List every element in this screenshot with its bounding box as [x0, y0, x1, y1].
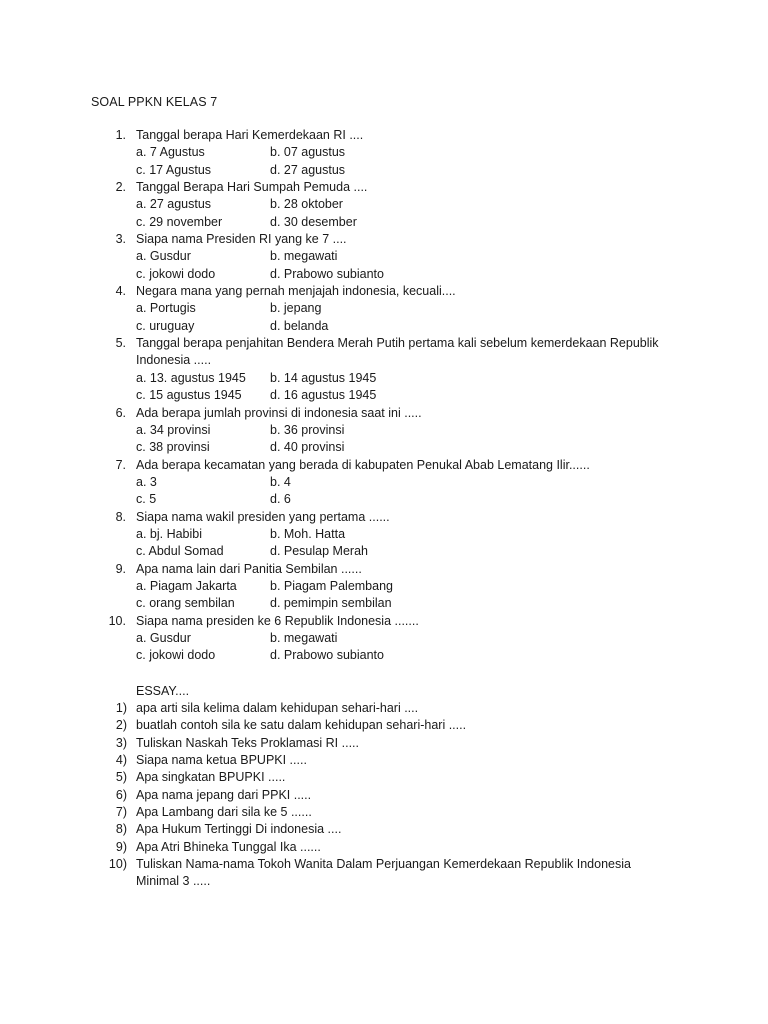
option-row: [0, 300, 768, 317]
question-row: [0, 179, 768, 196]
essay-row: [0, 700, 768, 717]
essay-list: [0, 700, 768, 891]
option-row: [0, 144, 768, 161]
essay-row: [0, 856, 768, 873]
option-d: d. 6: [270, 492, 291, 507]
essay-text: Tuliskan Nama-nama Tokoh Wanita Dalam Perjuangan Kemerdekaan Republik Indonesia: [136, 857, 631, 872]
option-c: c. 38 provinsi: [136, 440, 210, 455]
question-text-continued: Indonesia .....: [136, 353, 212, 368]
option-a: a. bj. Habibi: [136, 526, 203, 541]
option-row: [0, 266, 768, 283]
essay-number: 2): [115, 718, 127, 733]
essay-text: Apa nama jepang dari PPKI .....: [136, 787, 312, 802]
essay-text: Apa Lambang dari sila ke 5 ......: [136, 805, 312, 820]
option-row: [0, 318, 768, 335]
option-a: a. Gusdur: [136, 630, 191, 645]
question-text: Tanggal Berapa Hari Sumpah Pemuda ....: [136, 180, 368, 195]
essay-text: Apa Atri Bhineka Tunggal Ika ......: [136, 839, 321, 854]
option-row: [0, 162, 768, 179]
question-text: Apa nama lain dari Panitia Sembilan ......: [136, 561, 362, 576]
essay-number: 10): [108, 857, 127, 872]
option-d: d. 16 agustus 1945: [270, 388, 377, 403]
essay-number: 4): [115, 753, 127, 768]
essay-text: Apa singkatan BPUPKI .....: [136, 770, 286, 785]
option-c: c. 29 november: [136, 214, 223, 229]
question-number: 9.: [115, 561, 126, 576]
essay-number: 3): [115, 735, 127, 750]
option-row: [0, 526, 768, 543]
question-row: [0, 335, 768, 352]
option-b: b. 14 agustus 1945: [270, 370, 377, 385]
option-a: a. 3: [136, 474, 157, 489]
option-row: [0, 439, 768, 456]
option-a: a. 34 provinsi: [136, 422, 211, 437]
essay-text: Tuliskan Naskah Teks Proklamasi RI .....: [136, 735, 359, 750]
question-number: 2.: [115, 180, 126, 195]
option-d: d. 27 agustus: [270, 162, 346, 177]
option-a: a. Gusdur: [136, 249, 191, 264]
essay-number: 1): [115, 701, 127, 715]
essay-row: [0, 752, 768, 769]
option-b: b. 4: [270, 474, 291, 489]
question-text: Siapa nama presiden ke 6 Republik Indonesia .......: [136, 613, 419, 628]
question-row: [0, 405, 768, 422]
essay-row: [0, 821, 768, 838]
question-number: 1.: [115, 128, 126, 142]
question-text: Negara mana yang pernah menjajah indonesia, kecuali....: [136, 284, 456, 299]
question-row: [0, 561, 768, 578]
question-text: Tanggal berapa penjahitan Bendera Merah Putih pertama kali sebelum kemerdekaan Republik: [136, 336, 659, 351]
question-text: Ada berapa kecamatan yang berada di kabupaten Penukal Abab Lematang Ilir......: [136, 457, 590, 472]
essay-text: Apa Hukum Tertinggi Di indonesia ....: [136, 822, 342, 837]
option-b: b. jepang: [270, 301, 322, 316]
option-a: a. Piagam Jakarta: [136, 578, 237, 593]
question-number: 8.: [115, 509, 126, 524]
essay-row: [0, 769, 768, 786]
option-a: a. 7 Agustus: [136, 145, 205, 160]
option-c: c. 17 Agustus: [136, 162, 212, 177]
question-text: Siapa nama wakil presiden yang pertama ......: [136, 509, 390, 524]
option-row: [0, 491, 768, 508]
question-continuation-row: [0, 352, 768, 369]
option-row: [0, 543, 768, 560]
option-c: c. uruguay: [136, 318, 195, 333]
option-d: d. pemimpin sembilan: [270, 596, 392, 611]
essay-number: 6): [115, 787, 127, 802]
option-c: c. jokowi dodo: [136, 648, 216, 663]
option-a: a. Portugis: [136, 301, 196, 316]
option-b: b. Piagam Palembang: [270, 578, 393, 593]
document-title: SOAL PPKN KELAS 7: [91, 95, 218, 109]
option-row: [0, 474, 768, 491]
question-number: 6.: [115, 405, 126, 420]
multiple-choice-list: [0, 127, 768, 665]
option-d: d. 30 desember: [270, 214, 357, 229]
essay-text: apa arti sila kelima dalam kehidupan sehari-hari ....: [136, 701, 419, 715]
essay-number: 9): [115, 839, 127, 854]
option-d: d. Prabowo subianto: [270, 648, 384, 663]
option-d: d. Prabowo subianto: [270, 266, 384, 281]
question-text: Tanggal berapa Hari Kemerdekaan RI ....: [136, 128, 364, 142]
option-row: [0, 387, 768, 404]
question-row: [0, 613, 768, 630]
option-row: [0, 578, 768, 595]
essay-row: [0, 839, 768, 856]
option-b: b. Moh. Hatta: [270, 526, 346, 541]
option-row: [0, 214, 768, 231]
option-row: [0, 630, 768, 647]
option-row: [0, 595, 768, 612]
question-row: [0, 509, 768, 526]
essay-heading: ESSAY....: [136, 684, 190, 698]
essay-row: [0, 804, 768, 821]
option-a: a. 27 agustus: [136, 197, 212, 212]
essay-text-continued: Minimal 3 .....: [136, 874, 211, 889]
option-row: [0, 422, 768, 439]
question-number: 5.: [115, 336, 126, 351]
essay-row: [0, 717, 768, 734]
essay-text: buatlah contoh sila ke satu dalam kehidupan sehari-hari .....: [136, 718, 467, 733]
option-c: c. jokowi dodo: [136, 266, 216, 281]
option-b: b. 28 oktober: [270, 197, 343, 212]
option-c: c. orang sembilan: [136, 596, 235, 611]
option-row: [0, 248, 768, 265]
option-d: d. 40 provinsi: [270, 440, 345, 455]
question-number: 7.: [115, 457, 126, 472]
essay-number: 5): [115, 770, 127, 785]
option-b: b. megawati: [270, 249, 338, 264]
option-c: c. Abdul Somad: [136, 544, 224, 559]
essay-number: 8): [115, 822, 127, 837]
option-b: b. 36 provinsi: [270, 422, 345, 437]
essay-number: 7): [115, 805, 127, 820]
question-text: Ada berapa jumlah provinsi di indonesia saat ini .....: [136, 405, 422, 420]
option-c: c. 15 agustus 1945: [136, 388, 242, 403]
essay-row: [0, 735, 768, 752]
essay-text: Siapa nama ketua BPUPKI .....: [136, 753, 307, 768]
essay-continuation-row: [0, 873, 768, 890]
question-row: [0, 231, 768, 248]
option-c: c. 5: [136, 492, 157, 507]
option-d: d. belanda: [270, 318, 329, 333]
option-row: [0, 647, 768, 664]
option-row: [0, 370, 768, 387]
option-b: b. megawati: [270, 630, 338, 645]
question-row: [0, 127, 768, 144]
option-d: d. Pesulap Merah: [270, 544, 368, 559]
question-number: 4.: [115, 284, 126, 299]
question-row: [0, 283, 768, 300]
option-row: [0, 196, 768, 213]
question-row: [0, 457, 768, 474]
option-a: a. 13. agustus 1945: [136, 370, 246, 385]
question-text: Siapa nama Presiden RI yang ke 7 ....: [136, 232, 347, 247]
question-number: 3.: [115, 232, 126, 247]
essay-row: [0, 787, 768, 804]
question-number: 10.: [108, 613, 126, 628]
option-b: b. 07 agustus: [270, 145, 346, 160]
